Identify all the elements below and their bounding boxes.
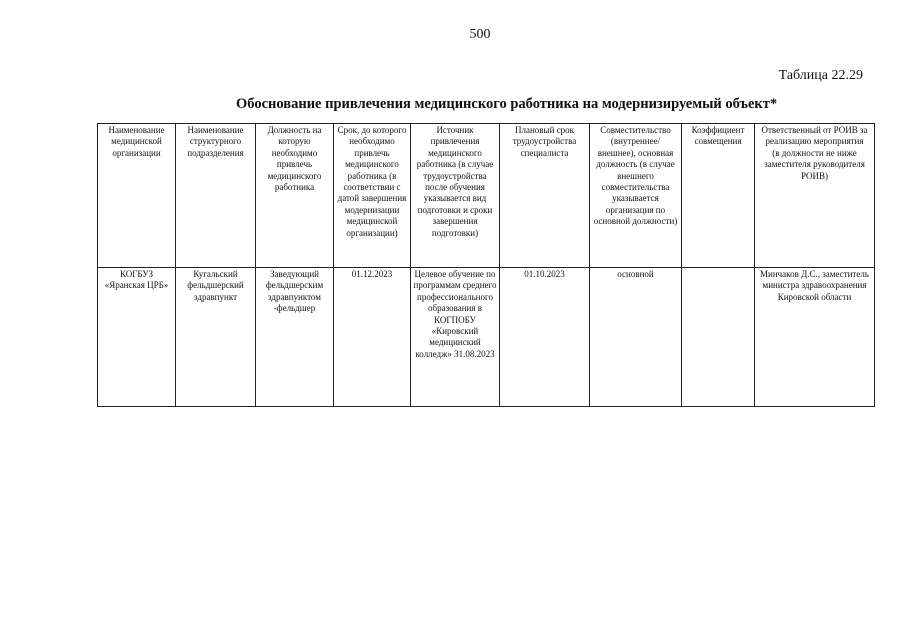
header-position: Должность на которую необходимо привлечь медицинского работника: [256, 124, 334, 268]
table-number: Таблица 22.29: [778, 68, 863, 83]
header-org-name: Наименование медицинской организации: [98, 124, 176, 268]
table-header-row: [98, 124, 875, 268]
justification-table: [97, 123, 875, 407]
table-row: [98, 268, 875, 407]
header-unit-name: Наименование структурного подразделения: [176, 124, 256, 268]
cell-responsible: Минчаков Д.С., заместитель министра здравоохранения Кировской области: [755, 268, 875, 407]
cell-source: Целевое обучение по программам среднего профессионального образования в КОГПОБУ «Кировский медицинский колледж» 31.08.2023: [411, 268, 500, 407]
header-combination: Совместительство (внутреннее/внешнее), основная должность (в случае внешнего совместительства указывается организация по основной должности): [590, 124, 682, 268]
header-source: Источник привлечения медицинского работника (в случае трудоустройства после обучения указывается вид подготовки и сроки завершения подготовки): [411, 124, 500, 268]
cell-org-name: КОГБУЗ «Яранская ЦРБ»: [98, 268, 176, 407]
header-responsible: Ответственный от РОИВ за реализацию мероприятия (в должности не ниже заместителя руководителя РОИВ): [755, 124, 875, 268]
cell-position: Заведующий фельдшерским здравпунктом -фельдшер: [256, 268, 334, 407]
header-planned-date: Плановый срок трудоустройства специалиста: [500, 124, 590, 268]
cell-coefficient: [682, 268, 755, 407]
cell-unit-name: Кугальский фельдшерский здравпункт: [176, 268, 256, 407]
cell-combination: основной: [590, 268, 682, 407]
cell-planned-date: 01.10.2023: [500, 268, 590, 407]
cell-deadline: 01.12.2023: [334, 268, 411, 407]
page-number: 500: [469, 27, 491, 42]
document-title: Обоснование привлечения медицинского работника на модернизируемый объект*: [236, 96, 778, 112]
header-deadline: Срок, до которого необходимо привлечь медицинского работника (в соответствии с датой завершения модернизации медицинской организации): [334, 124, 411, 268]
header-coefficient: Коэффициент совмещения: [682, 124, 755, 268]
